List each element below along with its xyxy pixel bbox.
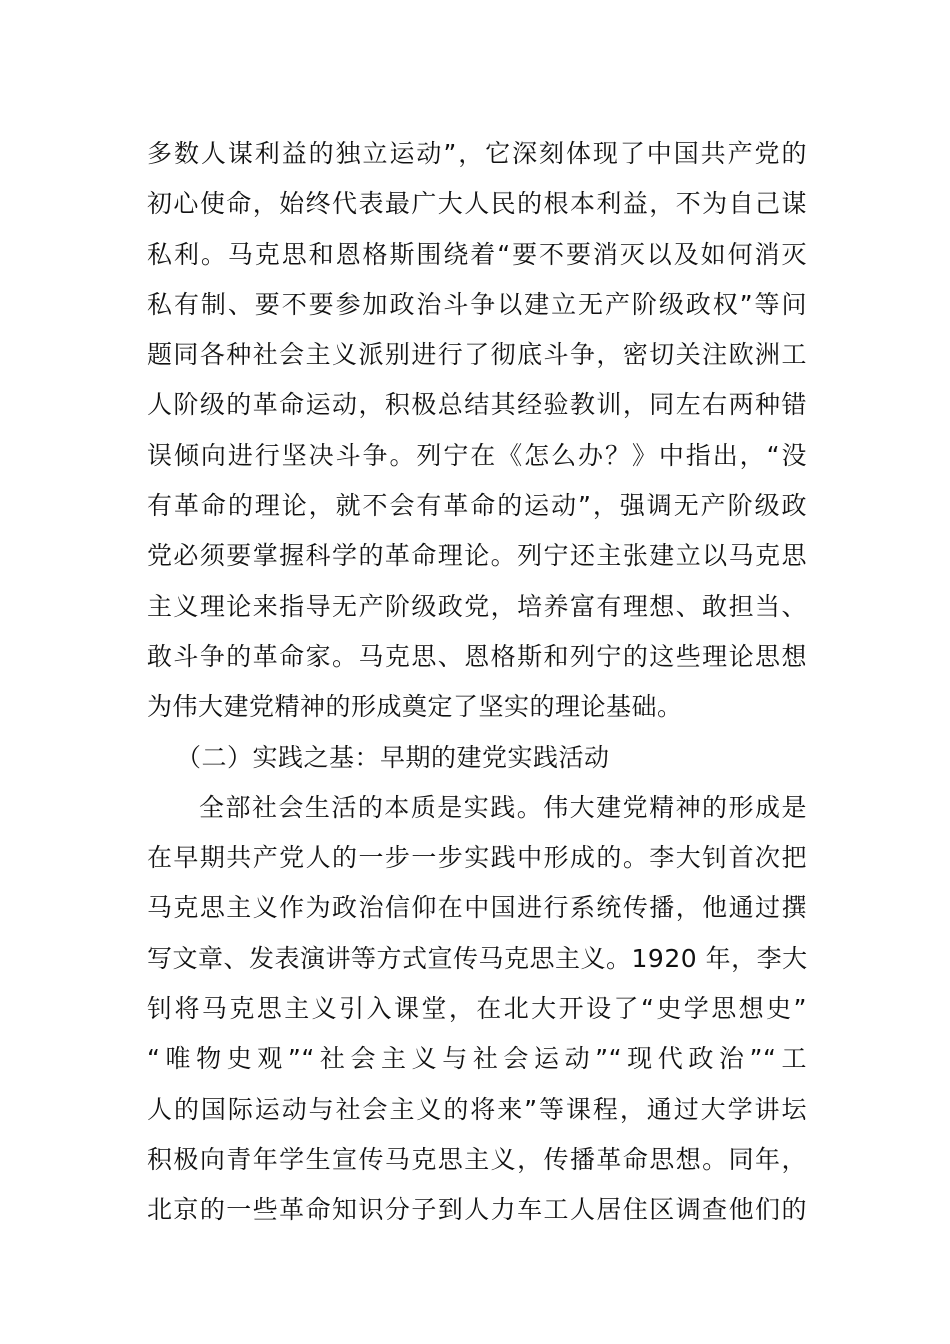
paragraph-line: 全部社会生活的本质是实践。伟大建党精神的形成是 xyxy=(199,792,807,822)
body-text xyxy=(147,129,807,1236)
paragraph-line: 为伟大建党精神的形成奠定了坚实的理论基础。 xyxy=(147,692,683,722)
paragraph-line: 私利。马克思和恩格斯围绕着“要不要消灭以及如何消灭 xyxy=(147,239,807,269)
paragraph-2 xyxy=(147,783,807,1236)
paragraph-1 xyxy=(147,129,807,733)
paragraph-line: 钊将马克思主义引入课堂，在北大开设了“史学思想史” xyxy=(147,994,807,1024)
paragraph-line: 积极向青年学生宣传马克思主义，传播革命思想。同年， xyxy=(147,1144,807,1174)
paragraph-line: 私有制、要不要参加政治斗争以建立无产阶级政权”等问 xyxy=(147,289,807,319)
paragraph-line: 北京的一些革命知识分子到人力车工人居住区调查他们的 xyxy=(147,1195,807,1225)
paragraph-line: 人的国际运动与社会主义的将来”等课程，通过大学讲坛 xyxy=(147,1094,807,1124)
paragraph-line: 误倾向进行坚决斗争。列宁在《怎么办？》中指出，“没 xyxy=(147,440,807,470)
paragraph-line: 敢斗争的革命家。马克思、恩格斯和列宁的这些理论思想 xyxy=(147,641,807,671)
paragraph-line: 初心使命，始终代表最广大人民的根本利益，不为自己谋 xyxy=(147,189,807,219)
paragraph-line: 有革命的理论，就不会有革命的运动”，强调无产阶级政 xyxy=(147,491,807,521)
paragraph-line: 在早期共产党人的一步一步实践中形成的。李大钊首次把 xyxy=(147,843,807,873)
section-heading: （二）实践之基：早期的建党实践活动 xyxy=(176,742,610,772)
paragraph-line: 主义理论来指导无产阶级政党，培养富有理想、敢担当、 xyxy=(147,591,807,621)
paragraph-line: 人阶级的革命运动，积极总结其经验教训，同左右两种错 xyxy=(147,390,807,420)
paragraph-line: 多数人谋利益的独立运动”，它深刻体现了中国共产党的 xyxy=(147,139,807,168)
paragraph-line: 党必须要掌握科学的革命理论。列宁还主张建立以马克思 xyxy=(147,541,807,571)
paragraph-line: 马克思主义作为政治信仰在中国进行系统传播，他通过撰 xyxy=(147,893,807,923)
paragraph-line: “唯物史观”“社会主义与社会运动”“现代政治”“工 xyxy=(147,1044,807,1074)
paragraph-line: 题同各种社会主义派别进行了彻底斗争，密切关注欧洲工 xyxy=(147,340,807,370)
paragraph-line: 写文章、发表演讲等方式宣传马克思主义。1920 年，李大 xyxy=(147,943,808,973)
